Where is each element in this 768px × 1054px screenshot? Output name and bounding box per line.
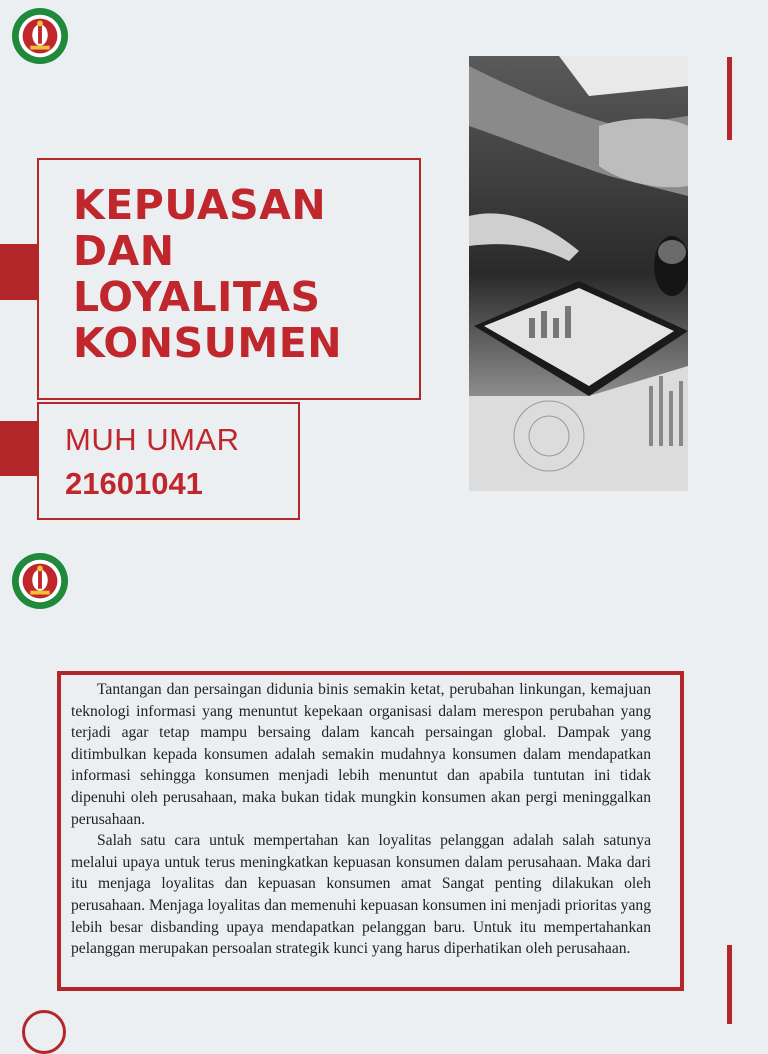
title-line: LOYALITAS xyxy=(73,273,321,321)
author-name: MUH UMAR xyxy=(65,422,240,457)
university-logo-icon xyxy=(11,7,69,65)
title-line: KONSUMEN xyxy=(73,319,343,367)
body-text xyxy=(71,679,651,960)
title-frame xyxy=(37,158,421,400)
paragraph: Tantangan dan persaingan didunia binis semakin ketat, perubahan linkungan, kemajuan teknologi informasi yang menuntut kepekaan organisasi dalam merespon perubahan yang terjadi agar tetap mampu bersaing dalam kancah persaingan global. Dampak yang ditimbulkan kepada konsumen adalah semakin mudahnya konsumen dalam mendapatkan informasi sehingga konsumen menjadi lebih menuntut dan apabila tuntutan ini tidak dipenuhi oleh perusahaan, maka bukan tidak mungkin konsumen akan pergi meninggalkan perusahaan. xyxy=(71,681,651,828)
accent-bar xyxy=(727,945,732,1024)
document-title xyxy=(73,182,342,366)
cover-photo xyxy=(469,56,688,491)
accent-bar xyxy=(727,57,732,140)
title-line: DAN xyxy=(73,227,175,275)
body-text-frame xyxy=(57,671,684,991)
university-logo-icon xyxy=(11,552,69,610)
title-line: KEPUASAN xyxy=(73,181,327,229)
accent-block xyxy=(0,421,37,476)
decorative-circle xyxy=(22,1010,66,1054)
author-frame xyxy=(37,402,300,520)
paragraph: Salah satu cara untuk mempertahan kan loyalitas pelanggan adalah salah satunya melalui upaya untuk terus meningkatkan kepuasan konsumen dalam perusahaan. Maka dari itu menjaga loyalitas dan kepuasan konsumen amat Sangat penting dilakukan oleh perusahaan. Menjaga loyalitas dan memenuhi kepuasan konsumen ini menjadi prioritas yang lebih besar disbanding upaya mendapatkan pelanggan baru. Untuk itu mempertahankan pelanggan merupakan persoalan strategik kunci yang harus diperhatikan oleh perusahaan. xyxy=(71,832,651,958)
author-id: 21601041 xyxy=(65,466,203,501)
accent-block xyxy=(0,244,37,300)
